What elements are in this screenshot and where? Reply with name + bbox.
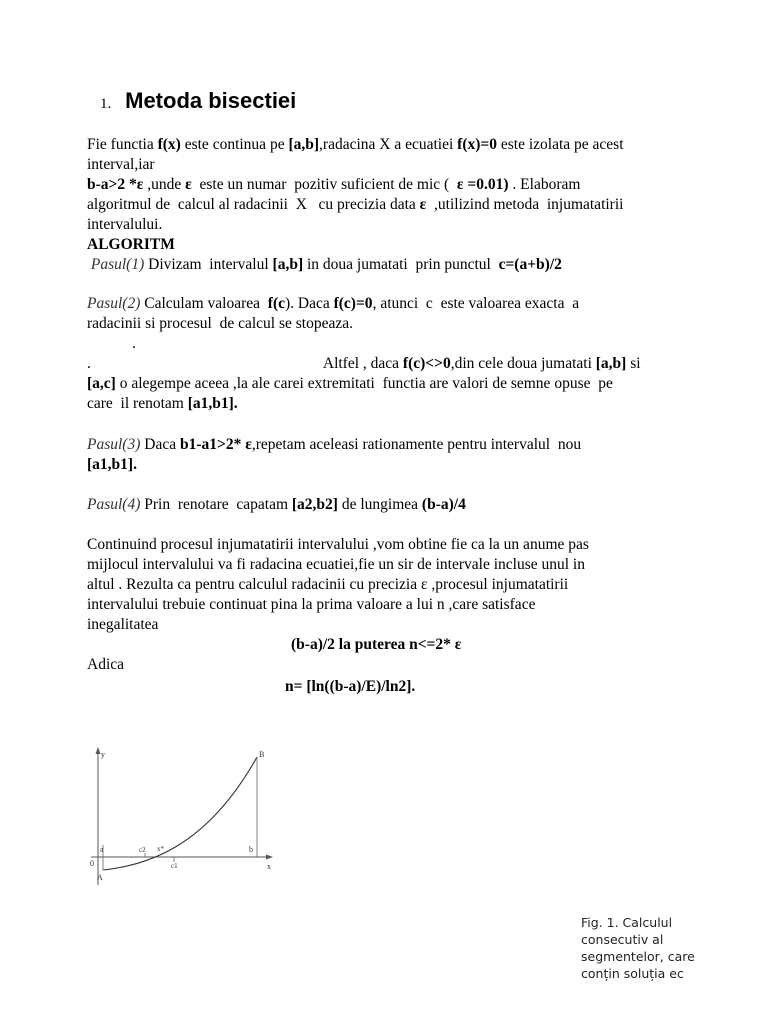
text-run: ,radacina X a ecuatiei <box>319 136 458 153</box>
text-run: interval,iar <box>87 156 155 173</box>
pas4-line <box>87 495 727 515</box>
a-label: a <box>100 845 104 854</box>
caption-line-4: conțin soluția ec <box>581 966 684 981</box>
text-run: ,utilizind metoda injumatatirii <box>426 196 624 213</box>
text-run: [a2,b2] <box>291 496 338 513</box>
origin-label: 0 <box>90 859 94 868</box>
c2-label: c2 <box>139 846 146 854</box>
text-run: f(x) <box>157 136 181 153</box>
continuind-line-3: altul . Rezulta ca pentru calculul radacinii cu precizia ε ,procesul injumatatirii <box>87 576 569 593</box>
continuind-line-1: Continuind procesul injumatatirii intervalului ,vom obtine fie ca la un anume pas <box>87 536 589 553</box>
text-run: f(c)<>0 <box>402 355 451 372</box>
algoritm-label: ALGORITM <box>87 236 175 253</box>
formula-n: n= [ln((b-a)/E)/ln2]. <box>285 678 416 695</box>
function-curve <box>103 757 257 870</box>
text-run: este continua pe <box>180 136 289 153</box>
c1-label: c1 <box>171 862 178 870</box>
xstar-label: x* <box>157 845 164 853</box>
text-run: =(a+b)/2 <box>505 256 562 273</box>
text-run: Daca <box>140 436 180 453</box>
caption-line-3: segmentelor, care <box>581 949 695 964</box>
text-run: [a,b] <box>272 256 304 273</box>
text-run: ,din cele doua jumatati <box>450 355 596 372</box>
section-title: Metoda bisectiei <box>125 88 297 113</box>
pas3-paragraph <box>87 435 727 475</box>
text-run: ). Daca <box>284 295 334 312</box>
text-run: ,unde <box>143 176 186 193</box>
text-run: [a1,b1]. <box>187 395 238 412</box>
text-run: o alegempe aceea ,la ale carei extremitati functia are valori de semne opuse pe <box>115 375 613 392</box>
text-run: care il renotam <box>87 395 188 412</box>
figure-caption <box>581 914 711 982</box>
altfel-paragraph <box>87 354 727 414</box>
text-run: de lungimea <box>337 496 422 513</box>
altfel-line-1-text <box>91 355 641 372</box>
x-label: x <box>267 862 271 871</box>
caption-line-1: Fig. 1. Calculul <box>581 915 673 930</box>
intro-line-3 <box>87 175 727 195</box>
text-run: ε =0.01) <box>456 176 509 193</box>
text-run: [a,b] <box>288 136 320 153</box>
text-run: , atunci c este valoarea exacta a <box>372 295 580 312</box>
text-run: Calculam valoarea <box>140 295 268 312</box>
text-run: Pasul(3) <box>87 436 141 453</box>
text-run: Pasul(4) <box>87 496 141 513</box>
formula-inequality: (b-a)/2 la puterea n<=2* ε <box>291 636 462 653</box>
continuind-paragraph <box>87 535 727 635</box>
text-run: Pasul(2) <box>87 295 141 312</box>
pas2-line-1 <box>87 294 727 314</box>
text-run: Pasul(1) <box>87 256 145 273</box>
y-label: y <box>101 750 105 759</box>
text-run: b-a>2 *ε <box>87 176 144 193</box>
text-run: (b-a)/4 <box>421 496 466 513</box>
bisection-plot <box>85 745 285 895</box>
text-run: algoritmul de calcul al radacinii X cu precizia data <box>87 196 420 213</box>
text-run: este un numar pozitiv suficient de mic ( <box>191 176 457 193</box>
B-label: B <box>259 750 265 759</box>
text-run: [a,b] <box>595 355 627 372</box>
continuind-line-2: mijlocul intervalului va fi radacina ecuatiei,fie un sir de intervale incluse unul in <box>87 556 585 573</box>
intro-line-1 <box>87 135 727 155</box>
continuind-line-4: intervalului trebuie continuat pina la prima valoare a lui n ,care satisface <box>87 596 536 613</box>
intro-paragraph <box>87 135 727 275</box>
pas1-line <box>87 255 727 275</box>
text-run: intervalului. <box>87 216 163 233</box>
text-run: f(c <box>267 295 285 312</box>
text-run: . Elaboram <box>508 176 581 193</box>
intro-line-2 <box>87 155 727 175</box>
b-label: b <box>249 845 253 854</box>
text-run: si <box>626 355 641 372</box>
text-run: [a1,b1]. <box>87 456 137 473</box>
continuind-line-5: inegalitatea <box>87 616 159 633</box>
text-run: este izolata pe acest <box>496 136 624 153</box>
text-run: in doua jumatati prin punctul <box>303 256 499 273</box>
x-axis-arrow <box>266 855 273 860</box>
text-run: radacinii si procesul de calcul se stopeaza. <box>87 315 353 332</box>
altfel-line-3 <box>87 394 727 414</box>
altfel-line-1 <box>87 354 727 374</box>
caption-line-2: consecutiv al <box>581 932 664 947</box>
section-heading <box>100 88 296 114</box>
text-run: Divizam intervalul <box>144 256 273 273</box>
pas3-line-2 <box>87 455 727 475</box>
altfel-line-2 <box>87 374 727 394</box>
A-label: A <box>97 873 103 882</box>
y-axis-arrow <box>96 747 101 754</box>
adica-label: Adica <box>87 656 125 673</box>
pas2-line-2 <box>87 314 727 334</box>
pas2-dot: . <box>132 335 136 352</box>
intro-line-4 <box>87 195 727 215</box>
text-run: [a,c] <box>87 375 116 392</box>
text-run: f(x)=0 <box>457 136 497 153</box>
text-run: b1-a1>2* ε <box>179 436 252 453</box>
text-run: ,repetam aceleasi rationamente pentru intervalul nou <box>251 436 582 453</box>
text-run: Prin renotare capatam <box>140 496 292 513</box>
bisection-figure <box>85 745 285 900</box>
text-run: c <box>498 256 506 273</box>
pas2-paragraph <box>87 294 727 354</box>
text-run: ε <box>419 196 427 213</box>
text-run: Altfel , daca <box>322 355 403 372</box>
section-number: 1. <box>100 96 112 112</box>
pas3-line-1 <box>87 435 727 455</box>
text-run: ε <box>185 176 192 193</box>
pas4-paragraph <box>87 495 727 515</box>
text-run: f(c)=0 <box>333 295 373 312</box>
intro-line-5 <box>87 215 727 235</box>
altfel-lead-dot: . <box>87 355 91 372</box>
text-run: Fie functia <box>87 136 158 153</box>
